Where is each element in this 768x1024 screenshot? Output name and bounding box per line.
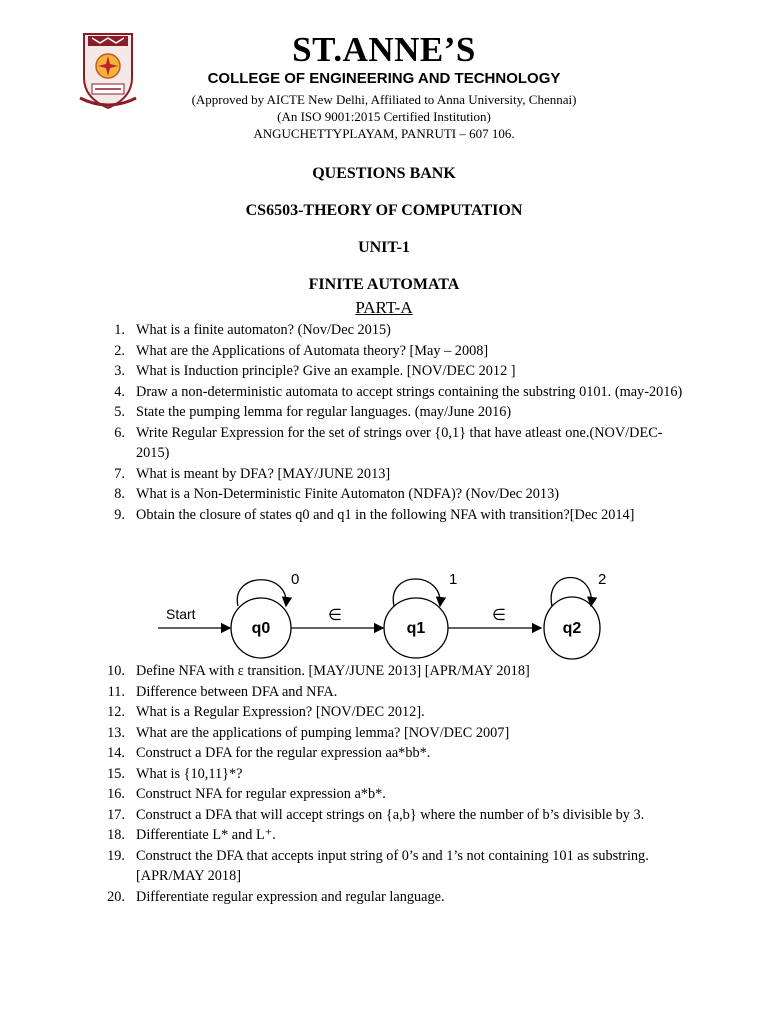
question-text: State the pumping lemma for regular languages. (may/June 2016) xyxy=(136,404,512,420)
epsilon-label-2: ∈ xyxy=(492,607,506,624)
question-list-part2 xyxy=(105,661,685,907)
question-item xyxy=(105,320,685,341)
question-item xyxy=(105,341,685,362)
question-list-part1 xyxy=(105,320,685,525)
state-q0-label: q0 xyxy=(251,620,271,637)
start-label: Start xyxy=(166,606,196,622)
question-item xyxy=(105,484,685,505)
question-item xyxy=(105,702,685,723)
question-text: Difference between DFA and NFA. xyxy=(136,683,338,700)
question-text: What are the Applications of Automata theory? [May – 2008] xyxy=(136,342,489,359)
college-subtitle: COLLEGE OF ENGINEERING AND TECHNOLOGY xyxy=(207,70,561,87)
question-text: Write Regular Expression for the set of strings over {0,1} that have atleast one.(NOV/DEC-2015) xyxy=(136,424,663,461)
question-item xyxy=(105,682,685,703)
question-number: 18. xyxy=(107,827,125,843)
college-name: ST.ANNE’S xyxy=(292,30,476,69)
loop-label-q1: 1 xyxy=(449,571,458,588)
course-title: CS6503-THEORY OF COMPUTATION xyxy=(245,202,523,219)
question-number: 14. xyxy=(107,745,125,761)
question-text: What is a finite automaton? (Nov/Dec 2015) xyxy=(136,322,391,338)
state-q1-label: q1 xyxy=(406,620,426,637)
question-number: 7. xyxy=(114,465,125,482)
question-text: Differentiate L* and L⁺. xyxy=(136,827,276,843)
question-number: 8. xyxy=(114,486,125,502)
question-text: Construct NFA for regular expression a*b*. xyxy=(136,786,386,802)
topic-title: FINITE AUTOMATA xyxy=(308,276,460,293)
question-text: What is a Regular Expression? [NOV/DEC 2012]. xyxy=(136,704,425,720)
question-item xyxy=(105,805,685,826)
question-number: 12. xyxy=(107,704,125,720)
state-q2-label: q2 xyxy=(562,620,582,637)
question-text: What is Induction principle? Give an example. [NOV/DEC 2012 ] xyxy=(136,363,516,379)
question-text: Draw a non-deterministic automata to accept strings containing the substring 0101. (may-2016) xyxy=(136,383,683,400)
question-number: 16. xyxy=(107,786,125,802)
question-number: 10. xyxy=(107,663,125,679)
question-text: What is a Non-Deterministic Finite Automaton (NDFA)? (Nov/Dec 2013) xyxy=(136,486,559,502)
question-text: What are the applications of pumping lemma? [NOV/DEC 2007] xyxy=(136,724,510,741)
question-number: 3. xyxy=(114,363,125,379)
question-number: 17. xyxy=(107,806,125,823)
question-text: Define NFA with ε transition. [MAY/JUNE 2013] [APR/MAY 2018] xyxy=(136,663,530,679)
question-item xyxy=(105,764,685,785)
epsilon-label-1: ∈ xyxy=(328,607,342,624)
unit-title: UNIT-1 xyxy=(358,239,410,256)
question-item xyxy=(105,505,685,526)
question-number: 19. xyxy=(107,847,125,864)
question-text: Construct the DFA that accepts input string of 0’s and 1’s not containing 101 as substring. [APR/MAY 2018] xyxy=(136,847,649,884)
question-number: 15. xyxy=(107,765,125,782)
question-number: 9. xyxy=(114,506,125,523)
question-item xyxy=(105,825,685,846)
question-text: What is meant by DFA? [MAY/JUNE 2013] xyxy=(136,465,391,482)
question-text: Obtain the closure of states q0 and q1 in the following NFA with transition?[Dec 2014] xyxy=(136,506,635,523)
question-number: 13. xyxy=(107,724,125,741)
part-heading: PART-A xyxy=(355,298,413,317)
question-item xyxy=(105,743,685,764)
loop-label-q0: 0 xyxy=(291,571,300,588)
iso-line: (An ISO 9001:2015 Certified Institution) xyxy=(277,109,491,124)
approval-line: (Approved by AICTE New Delhi, Affiliated to Anna University, Chennai) xyxy=(191,92,577,107)
question-text: Construct a DFA that will accept strings on {a,b} where the number of b’s divisible by 3. xyxy=(136,806,645,823)
question-text: What is {10,11}*? xyxy=(136,765,243,782)
question-number: 2. xyxy=(114,342,125,359)
nfa-diagram xyxy=(150,562,610,662)
question-number: 4. xyxy=(114,383,125,400)
question-number: 5. xyxy=(114,404,125,420)
question-text: Construct a DFA for the regular expression aa*bb*. xyxy=(136,745,431,761)
question-item xyxy=(105,661,685,682)
address-line: ANGUCHETTYPLAYAM, PANRUTI – 607 106. xyxy=(253,126,515,141)
question-number: 20. xyxy=(107,888,125,905)
question-item xyxy=(105,887,685,908)
question-item xyxy=(105,464,685,485)
question-text: Differentiate regular expression and regular language. xyxy=(136,888,445,905)
loop-label-q2: 2 xyxy=(598,571,607,588)
question-item xyxy=(105,402,685,423)
question-number: 1. xyxy=(114,322,125,338)
question-item xyxy=(105,846,685,887)
question-item xyxy=(105,382,685,403)
question-item xyxy=(105,784,685,805)
question-number: 6. xyxy=(114,424,125,441)
question-number: 11. xyxy=(107,683,125,700)
question-item xyxy=(105,423,685,464)
document-title: QUESTIONS BANK xyxy=(312,165,456,182)
question-item xyxy=(105,361,685,382)
question-item xyxy=(105,723,685,744)
